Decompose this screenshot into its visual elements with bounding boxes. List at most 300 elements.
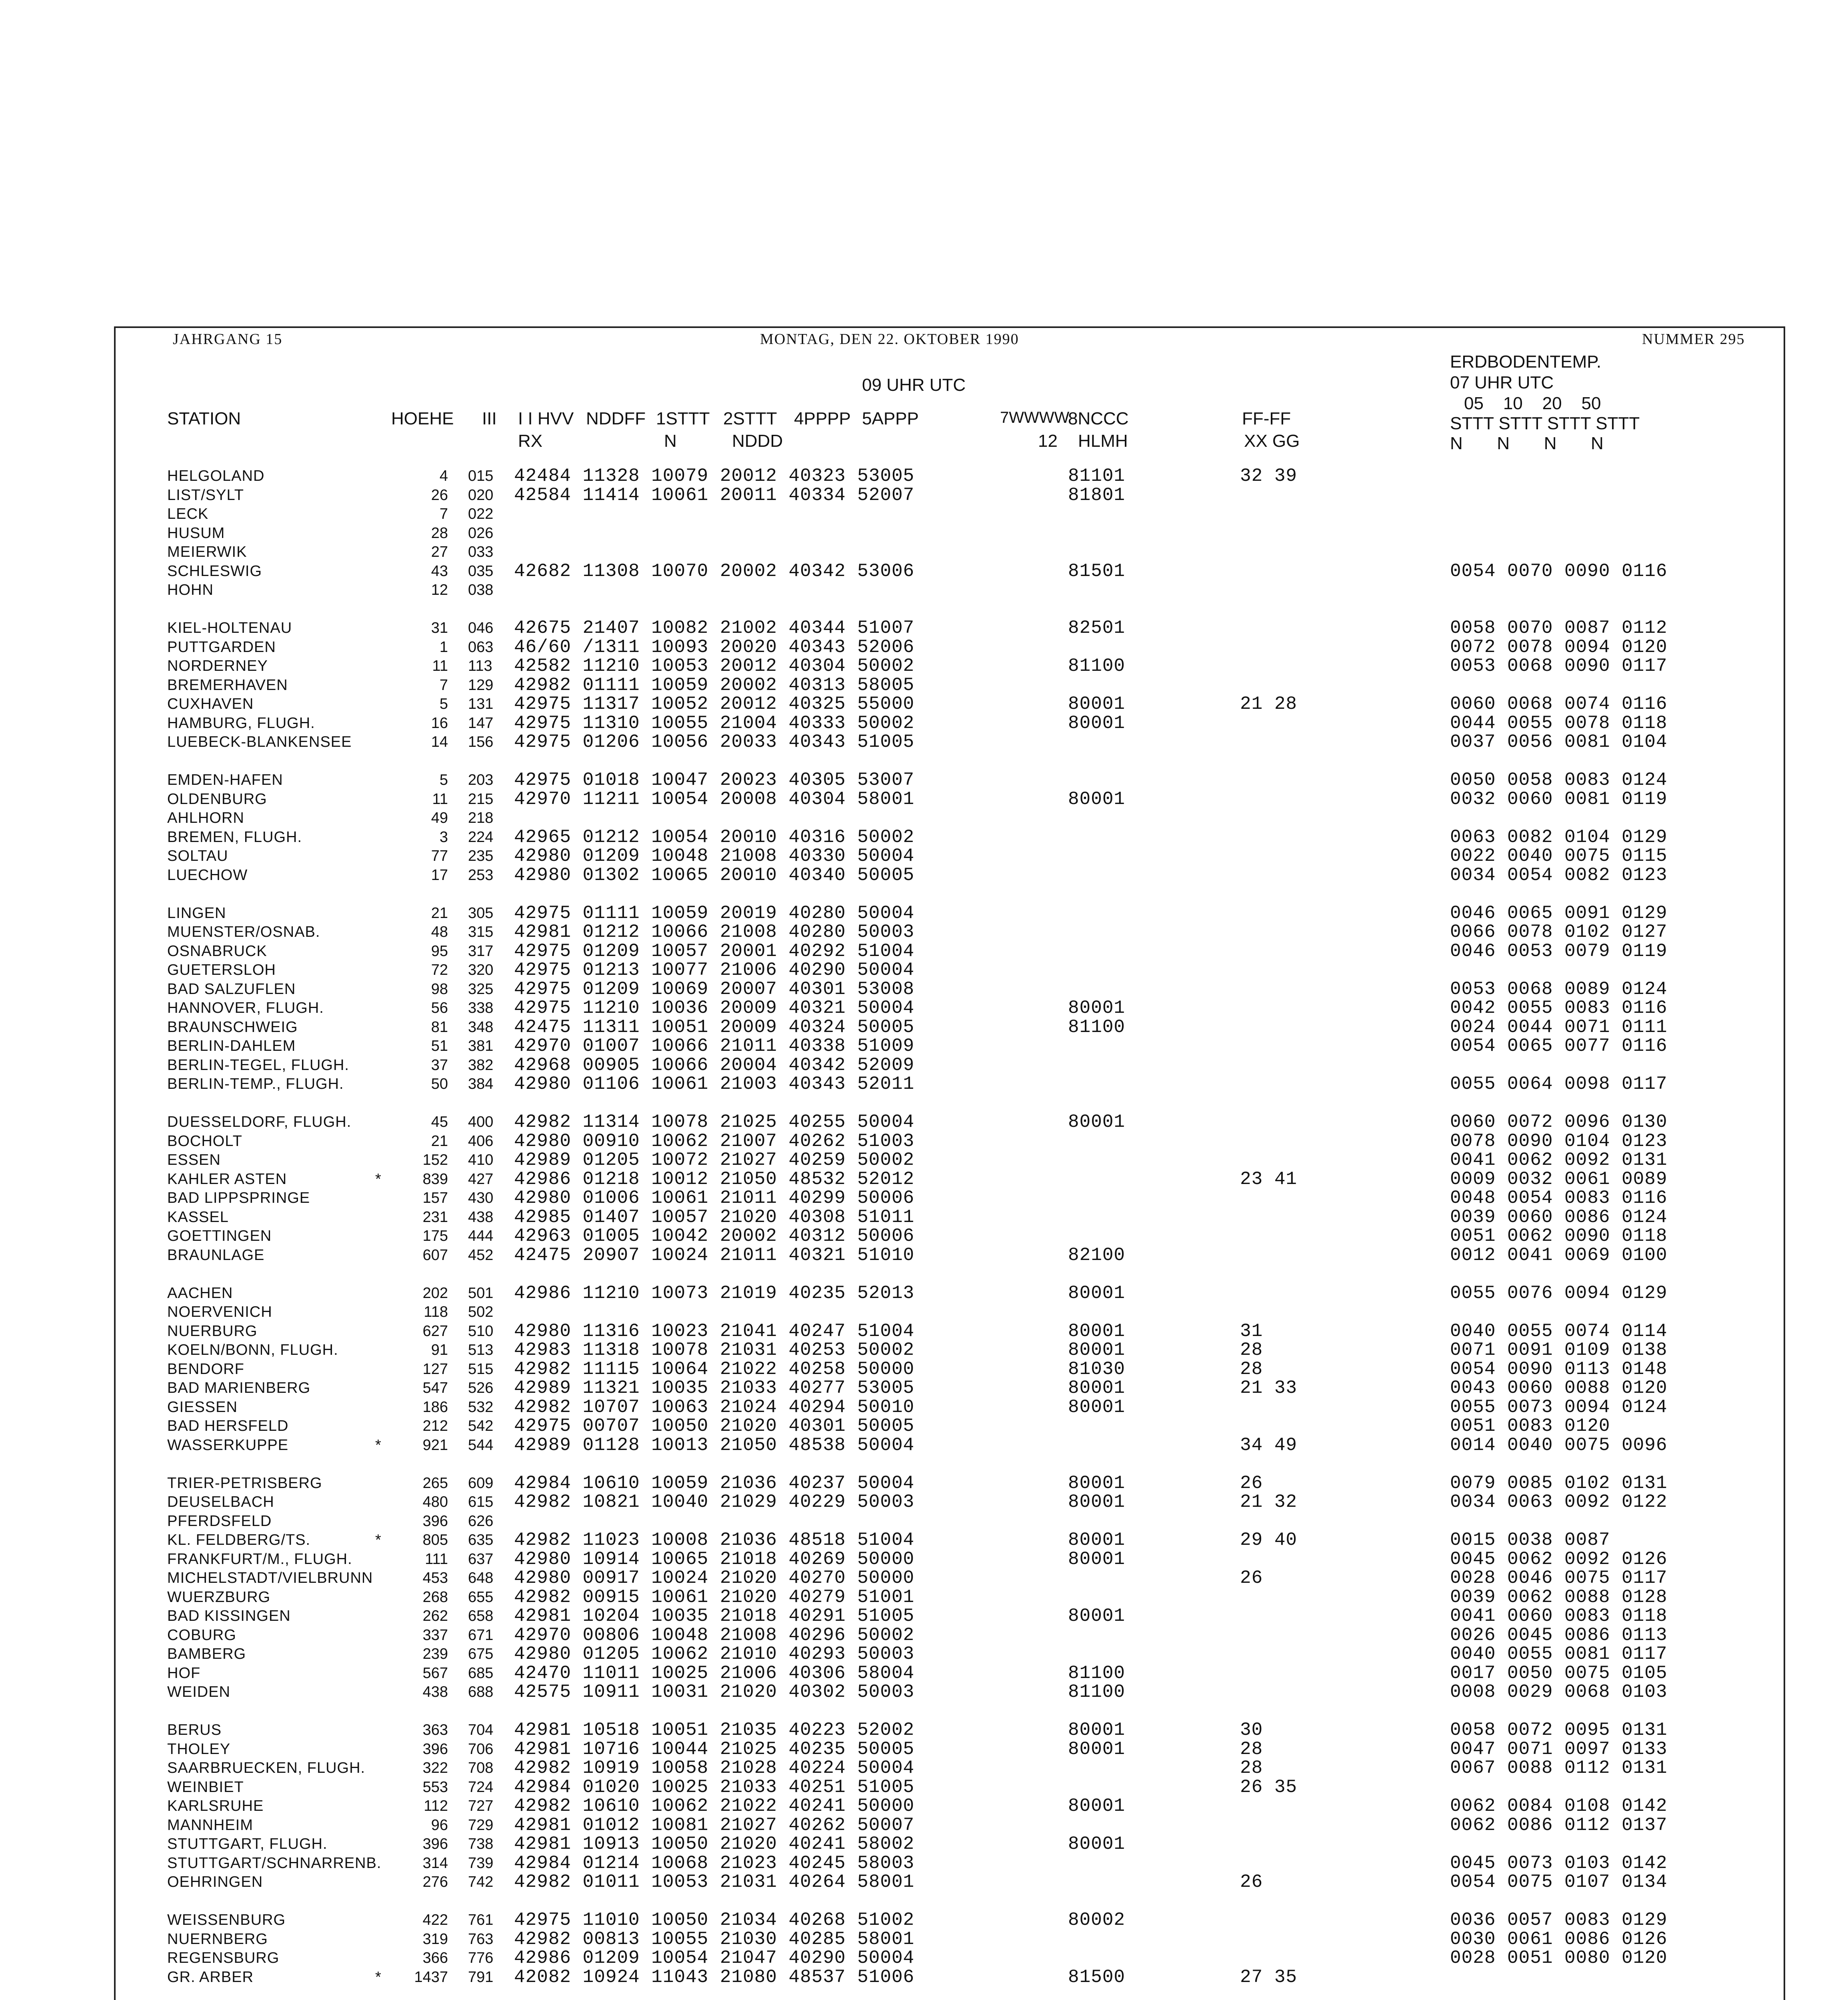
station-id: 022: [468, 506, 494, 522]
cloud-group: 80001: [1068, 1834, 1126, 1854]
station-id: 215: [468, 790, 494, 808]
station-height: 480: [422, 1494, 448, 1510]
station-id: 502: [468, 1304, 494, 1320]
station-name: NUERBURG: [167, 1322, 258, 1340]
station-id: 708: [468, 1760, 494, 1776]
synop-groups: 42980 01106 10061 21003 40343 52011: [514, 1074, 915, 1094]
soil-temps: 0062 0084 0108 0142: [1450, 1796, 1668, 1816]
soil-temps: 0034 0063 0092 0122: [1450, 1492, 1668, 1512]
row-spacer: [0, 752, 1848, 771]
station-id: 742: [468, 1874, 494, 1890]
table-row: [0, 1911, 1848, 1930]
soil-temps: 0047 0071 0097 0133: [1450, 1738, 1668, 1760]
synop-groups: 42982 01111 10059 20002 40313 58005: [514, 674, 915, 696]
table-row: [0, 524, 1848, 543]
gust-group: 23 41: [1240, 1168, 1298, 1190]
synop-groups: 42982 11314 10078 21025 40255 50004: [514, 1112, 915, 1132]
station-name: MEIERWIK: [167, 544, 247, 560]
synop-groups: 42475 20907 10024 21011 40321 51010: [514, 1244, 915, 1266]
issue-number: NUMMER 295: [1642, 331, 1745, 348]
soil-temps: 0051 0083 0120: [1450, 1416, 1610, 1436]
station-height: 95: [431, 942, 448, 960]
table-row: [0, 847, 1848, 866]
gust-group: 21 32: [1240, 1492, 1298, 1512]
soil-temps: 0054 0075 0107 0134: [1450, 1872, 1668, 1892]
station-name: BAD MARIENBERG: [167, 1380, 311, 1396]
station-name: BRAUNSCHWEIG: [167, 1018, 298, 1036]
synop-groups: 42970 00806 10048 21008 40296 50002: [514, 1624, 915, 1646]
table-row: [0, 1607, 1848, 1626]
synop-groups: 42989 01205 10072 21027 40259 50002: [514, 1150, 915, 1170]
station-height: 366: [422, 1950, 448, 1966]
station-height: 314: [422, 1854, 448, 1872]
station-id: 046: [468, 620, 494, 636]
table-row: [0, 657, 1848, 676]
cloud-group: 81500: [1068, 1966, 1126, 1988]
station-height: 56: [431, 1000, 448, 1016]
station-name: REGENSBURG: [167, 1950, 280, 1966]
station-height: 91: [431, 1342, 448, 1358]
cloud-group: 82501: [1068, 618, 1126, 638]
table-row: [0, 1493, 1848, 1512]
table-row: [0, 695, 1848, 714]
col-g1b: RX: [518, 431, 543, 451]
soil-temps: 0067 0088 0112 0131: [1450, 1758, 1668, 1778]
synop-groups: 42982 00813 10055 21030 40285 58001: [514, 1928, 915, 1950]
station-id: 655: [468, 1588, 494, 1606]
station-name: WEINBIET: [167, 1778, 244, 1796]
station-height: 21: [431, 904, 448, 922]
synop-groups: 42975 11310 10055 21004 40333 50002: [514, 712, 915, 734]
soil-temps: 0009 0032 0061 0089: [1450, 1168, 1668, 1190]
synop-groups: 42970 11211 10054 20008 40304 58001: [514, 788, 915, 810]
synop-groups: 42982 11023 10008 21036 48518 51004: [514, 1530, 915, 1550]
station-id: 253: [468, 866, 494, 884]
synop-groups: 42981 10518 10051 21035 40223 52002: [514, 1720, 915, 1740]
station-id: 427: [468, 1170, 494, 1188]
gust-group: 26: [1240, 1872, 1263, 1892]
station-id: 615: [468, 1494, 494, 1510]
col-g8a: 8NCCC: [1068, 409, 1129, 428]
cloud-group: 81100: [1068, 1682, 1126, 1702]
soil-temps: 0017 0050 0075 0105: [1450, 1662, 1668, 1684]
table-row: [0, 1512, 1848, 1531]
soil-temps: 0040 0055 0081 0117: [1450, 1644, 1668, 1664]
soil-temps: 0062 0086 0112 0137: [1450, 1814, 1668, 1836]
soil-temps: 0054 0090 0113 0148: [1450, 1358, 1668, 1380]
cloud-group: 80001: [1068, 788, 1126, 810]
observation-table: [0, 467, 1848, 2000]
station-name: HOF: [167, 1664, 201, 1682]
cloud-group: 80001: [1068, 1796, 1126, 1816]
table-row: [0, 1968, 1848, 1987]
station-name: KL. FELDBERG/TS.: [167, 1532, 311, 1548]
station-height: 396: [422, 1836, 448, 1852]
station-name: BERLIN-TEMP., FLUGH.: [167, 1076, 344, 1092]
synop-groups: 42975 01206 10056 20033 40343 51005: [514, 732, 915, 752]
soil-temps: 0053 0068 0090 0117: [1450, 656, 1668, 676]
station-id: 671: [468, 1626, 494, 1644]
table-row: [0, 1816, 1848, 1835]
gust-group: 26 35: [1240, 1776, 1298, 1798]
mountain-mark: *: [375, 1532, 381, 1548]
table-row: [0, 1569, 1848, 1588]
cloud-group: 80001: [1068, 1548, 1126, 1570]
table-row: [0, 1854, 1848, 1873]
cloud-group: 81030: [1068, 1358, 1126, 1380]
station-height: 567: [422, 1664, 448, 1682]
gust-group: 21 33: [1240, 1378, 1298, 1398]
station-id: 706: [468, 1740, 494, 1758]
station-name: NUERNBERG: [167, 1930, 268, 1948]
station-id: 129: [468, 676, 494, 694]
cloud-group: 80002: [1068, 1910, 1126, 1930]
synop-groups: 42975 11010 10050 21034 40268 51002: [514, 1910, 915, 1930]
station-id: 020: [468, 486, 494, 504]
station-id: 131: [468, 696, 494, 712]
synop-groups: 42981 01212 10066 21008 40280 50003: [514, 922, 915, 942]
station-height: 5: [439, 772, 448, 788]
station-name: SCHLESWIG: [167, 562, 262, 580]
soil-temps: 0045 0073 0103 0142: [1450, 1852, 1668, 1874]
station-id: 400: [468, 1114, 494, 1130]
soil-temps: 0040 0055 0074 0114: [1450, 1320, 1668, 1342]
cloud-group: 81100: [1068, 1016, 1126, 1038]
synop-groups: 42980 01302 10065 20010 40340 50005: [514, 864, 915, 886]
station-id: 224: [468, 828, 494, 846]
station-name: LUEBECK-BLANKENSEE: [167, 734, 352, 750]
station-id: 156: [468, 734, 494, 750]
table-row: [0, 923, 1848, 942]
cloud-group: 80001: [1068, 1738, 1126, 1760]
station-height: 17: [431, 866, 448, 884]
station-height: 49: [431, 810, 448, 826]
station-id: 776: [468, 1950, 494, 1966]
synop-groups: 42983 11318 10078 21031 40253 50002: [514, 1340, 915, 1360]
station-id: 382: [468, 1056, 494, 1074]
station-id: 203: [468, 772, 494, 788]
station-name: GR. ARBER: [167, 1968, 254, 1986]
station-height: 396: [422, 1740, 448, 1758]
mountain-mark: *: [375, 1968, 381, 1986]
station-height: 805: [422, 1532, 448, 1548]
soil-temps: 0039 0062 0088 0128: [1450, 1586, 1668, 1608]
soil-temps: 0039 0060 0086 0124: [1450, 1206, 1668, 1228]
station-id: 724: [468, 1778, 494, 1796]
table-row: [0, 1930, 1848, 1949]
table-row: [0, 1683, 1848, 1702]
station-name: NOERVENICH: [167, 1304, 272, 1320]
station-id: 544: [468, 1436, 494, 1454]
station-height: 11: [432, 790, 448, 808]
station-name: AACHEN: [167, 1284, 233, 1302]
table-row: [0, 828, 1848, 847]
station-id: 542: [468, 1418, 494, 1434]
soil-temps: 0055 0064 0098 0117: [1450, 1074, 1668, 1094]
station-height: 112: [424, 1798, 448, 1814]
station-id: 430: [468, 1190, 494, 1206]
col-g4a: 2STTT: [723, 409, 777, 428]
station-id: 406: [468, 1132, 494, 1150]
gust-group: 26: [1240, 1568, 1263, 1588]
soil-temps: 0036 0057 0083 0129: [1450, 1910, 1668, 1930]
table-row: [0, 1550, 1848, 1569]
soil-stt: STTT STTT STTT STTT: [1450, 414, 1640, 433]
volume-label: JAHRGANG 15: [173, 331, 283, 348]
station-id: 038: [468, 582, 494, 598]
table-row: [0, 1246, 1848, 1265]
station-height: 7: [439, 676, 448, 694]
table-row: [0, 1208, 1848, 1227]
station-id: 626: [468, 1512, 494, 1530]
station-height: 96: [431, 1816, 448, 1834]
station-height: 422: [422, 1912, 448, 1928]
table-row: [0, 1189, 1848, 1208]
station-name: KARLSRUHE: [167, 1798, 264, 1814]
station-height: 175: [422, 1228, 448, 1244]
col-g9a: FF-FF: [1242, 409, 1291, 428]
station-name: BERLIN-TEGEL, FLUGH.: [167, 1056, 349, 1074]
gust-group: 21 28: [1240, 694, 1298, 714]
gust-group: 32 39: [1240, 466, 1298, 486]
station-id: 410: [468, 1152, 494, 1168]
report-date: MONTAG, DEN 22. OKTOBER 1990: [760, 331, 1019, 348]
station-id: 515: [468, 1360, 494, 1378]
table-row: [0, 1170, 1848, 1189]
station-name: SAARBRUECKEN, FLUGH.: [167, 1760, 366, 1776]
station-name: BAD KISSINGEN: [167, 1608, 291, 1624]
station-id: 791: [468, 1968, 494, 1986]
table-row: [0, 467, 1848, 486]
station-id: 727: [468, 1798, 494, 1814]
station-id: 675: [468, 1646, 494, 1662]
station-id: 218: [468, 810, 494, 826]
station-id: 317: [468, 942, 494, 960]
table-row: [0, 961, 1848, 980]
soil-temps: 0041 0062 0092 0131: [1450, 1150, 1668, 1170]
table-row: [0, 904, 1848, 923]
station-name: KIEL-HOLTENAU: [167, 620, 292, 636]
table-row: [0, 1797, 1848, 1816]
station-id: 325: [468, 980, 494, 998]
station-height: 118: [424, 1304, 448, 1320]
gust-group: 28: [1240, 1358, 1263, 1380]
soil-temps: 0060 0072 0096 0130: [1450, 1112, 1668, 1132]
station-id: 015: [468, 468, 494, 484]
station-height: 31: [431, 620, 448, 636]
table-row: [0, 1778, 1848, 1797]
station-height: 26: [431, 486, 448, 504]
station-name: OEHRINGEN: [167, 1874, 263, 1890]
station-height: 231: [422, 1208, 448, 1226]
cloud-group: 80001: [1068, 1720, 1126, 1740]
station-height: 607: [422, 1246, 448, 1264]
station-name: MANNHEIM: [167, 1816, 253, 1834]
station-id: 637: [468, 1550, 494, 1568]
synop-groups: 42984 01020 10025 21033 40251 51005: [514, 1776, 915, 1798]
row-spacer: [0, 1892, 1848, 1911]
col-g9b: XX GG: [1244, 431, 1300, 451]
col-g7b: 12: [1038, 431, 1058, 451]
col-g3b: N: [664, 431, 677, 451]
station-id: 739: [468, 1854, 494, 1872]
table-row: [0, 1949, 1848, 1968]
station-height: 51: [431, 1038, 448, 1054]
synop-groups: 42975 01209 10057 20001 40292 51004: [514, 940, 915, 962]
station-height: 127: [422, 1360, 448, 1378]
synop-groups: 42970 01007 10066 21011 40338 51009: [514, 1036, 915, 1056]
station-height: 202: [422, 1284, 448, 1302]
station-id: 315: [468, 924, 494, 940]
synop-groups: 42980 00910 10062 21007 40262 51003: [514, 1130, 915, 1152]
col-g8b: HLMH: [1078, 431, 1128, 451]
station-id: 658: [468, 1608, 494, 1624]
station-id: 688: [468, 1684, 494, 1700]
station-height: 12: [431, 582, 448, 598]
station-name: ESSEN: [167, 1152, 221, 1168]
station-height: 77: [431, 848, 448, 864]
station-name: MUENSTER/OSNAB.: [167, 924, 320, 940]
table-row: [0, 790, 1848, 809]
synop-groups: 42975 11317 10052 20012 40325 55000: [514, 694, 915, 714]
cloud-group: 80001: [1068, 1112, 1126, 1132]
table-row: [0, 581, 1848, 600]
col-g6: 5APPP: [862, 409, 919, 428]
table-row: [0, 676, 1848, 695]
soil-temps: 0030 0061 0086 0126: [1450, 1928, 1668, 1950]
station-id: 513: [468, 1342, 494, 1358]
synop-groups: 42980 11316 10023 21041 40247 51004: [514, 1320, 915, 1342]
mountain-mark: *: [375, 1436, 381, 1454]
soil-temps: 0046 0053 0079 0119: [1450, 940, 1668, 962]
table-row: [0, 1018, 1848, 1037]
synop-groups: 42984 01214 10068 21023 40245 58003: [514, 1852, 915, 1874]
station-name: MICHELSTADT/VIELBRUNN: [167, 1570, 373, 1586]
synop-groups: 42982 00915 10061 21020 40279 51001: [514, 1586, 915, 1608]
cloud-group: 82100: [1068, 1244, 1126, 1266]
row-spacer: [0, 1094, 1848, 1113]
cloud-group: 80001: [1068, 1378, 1126, 1398]
table-row: [0, 1132, 1848, 1151]
station-height: 7: [439, 506, 448, 522]
table-row: [0, 619, 1848, 638]
station-name: BRAUNLAGE: [167, 1246, 265, 1264]
station-name: WEIDEN: [167, 1684, 230, 1700]
soil-temps: 0051 0062 0090 0118: [1450, 1226, 1668, 1246]
station-height: 4: [439, 468, 448, 484]
station-name: LECK: [167, 506, 209, 522]
gust-group: 29 40: [1240, 1530, 1298, 1550]
soil-temps: 0058 0070 0087 0112: [1450, 618, 1668, 638]
col-g4b: NDDD: [732, 431, 783, 451]
synop-groups: 42982 10610 10062 21022 40241 50000: [514, 1796, 915, 1816]
table-row: [0, 1417, 1848, 1436]
station-name: BERLIN-DAHLEM: [167, 1038, 296, 1054]
station-height: 45: [431, 1114, 448, 1130]
table-row: [0, 942, 1848, 961]
soil-temps: 0063 0082 0104 0129: [1450, 826, 1668, 848]
station-name: KASSEL: [167, 1208, 229, 1226]
station-height: 16: [431, 714, 448, 732]
station-height: 3: [439, 828, 448, 846]
table-row: [0, 714, 1848, 733]
synop-groups: 42975 11210 10036 20009 40321 50004: [514, 998, 915, 1018]
station-id: 063: [468, 638, 494, 656]
station-height: 43: [431, 562, 448, 580]
station-name: PFERDSFELD: [167, 1512, 272, 1530]
synop-groups: 42968 00905 10066 20004 40342 52009: [514, 1054, 915, 1076]
synop-groups: 42986 11210 10073 21019 40235 52013: [514, 1282, 915, 1304]
station-height: 21: [431, 1132, 448, 1150]
soil-temps: 0014 0040 0075 0096: [1450, 1434, 1668, 1456]
station-height: 152: [422, 1152, 448, 1168]
col-g3a: 1STTT: [656, 409, 710, 428]
station-id: 729: [468, 1816, 494, 1834]
station-id: 338: [468, 1000, 494, 1016]
station-name: BAD LIPPSPRINGE: [167, 1190, 310, 1206]
cloud-group: 80001: [1068, 998, 1126, 1018]
cloud-group: 80001: [1068, 1320, 1126, 1342]
soil-temps: 0041 0060 0083 0118: [1450, 1606, 1668, 1626]
table-row: [0, 1113, 1848, 1132]
gust-group: 28: [1240, 1758, 1263, 1778]
station-name: KAHLER ASTEN: [167, 1170, 287, 1188]
gust-group: 34 49: [1240, 1434, 1298, 1456]
station-height: 11: [432, 658, 448, 674]
cloud-group: 81100: [1068, 656, 1126, 676]
station-id: 510: [468, 1322, 494, 1340]
station-name: THOLEY: [167, 1740, 231, 1758]
station-height: 98: [431, 980, 448, 998]
cloud-group: 80001: [1068, 1530, 1126, 1550]
station-name: SOLTAU: [167, 848, 228, 864]
synop-groups: 42986 01218 10012 21050 48532 52012: [514, 1168, 915, 1190]
station-name: LIST/SYLT: [167, 486, 244, 504]
station-height: 921: [422, 1436, 448, 1454]
table-row: [0, 638, 1848, 657]
synop-groups: 42980 01209 10048 21008 40330 50004: [514, 846, 915, 866]
table-row: [0, 1379, 1848, 1398]
station-id: 381: [468, 1038, 494, 1054]
table-row: [0, 562, 1848, 581]
synop-groups: 42982 10707 10063 21024 40294 50010: [514, 1396, 915, 1418]
station-height: 28: [431, 524, 448, 542]
soil-temps: 0044 0055 0078 0118: [1450, 712, 1668, 734]
synop-groups: 42982 10821 10040 21029 40229 50003: [514, 1492, 915, 1512]
station-name: GIESSEN: [167, 1398, 238, 1416]
table-row: [0, 771, 1848, 790]
synop-groups: 42675 21407 10082 21002 40344 51007: [514, 618, 915, 638]
soil-temps: 0055 0076 0094 0129: [1450, 1282, 1668, 1304]
gust-group: 26: [1240, 1472, 1263, 1494]
synop-groups: 42981 10204 10035 21018 40291 51005: [514, 1606, 915, 1626]
row-spacer: [0, 1455, 1848, 1474]
station-name: OLDENBURG: [167, 790, 267, 808]
station-name: LUECHOW: [167, 866, 248, 884]
table-row: [0, 1151, 1848, 1170]
station-name: PUTTGARDEN: [167, 638, 276, 656]
soil-temps: 0012 0041 0069 0100: [1450, 1244, 1668, 1266]
station-id: 035: [468, 562, 494, 580]
time-group-label: 09 UHR UTC: [862, 375, 966, 395]
table-row: [0, 980, 1848, 999]
table-row: [0, 1721, 1848, 1740]
col-hoehe: HOEHE: [391, 409, 454, 428]
station-id: 452: [468, 1246, 494, 1264]
synop-groups: 42981 10716 10044 21025 40235 50005: [514, 1738, 915, 1760]
station-height: 50: [431, 1076, 448, 1092]
row-spacer: [0, 1702, 1848, 1721]
